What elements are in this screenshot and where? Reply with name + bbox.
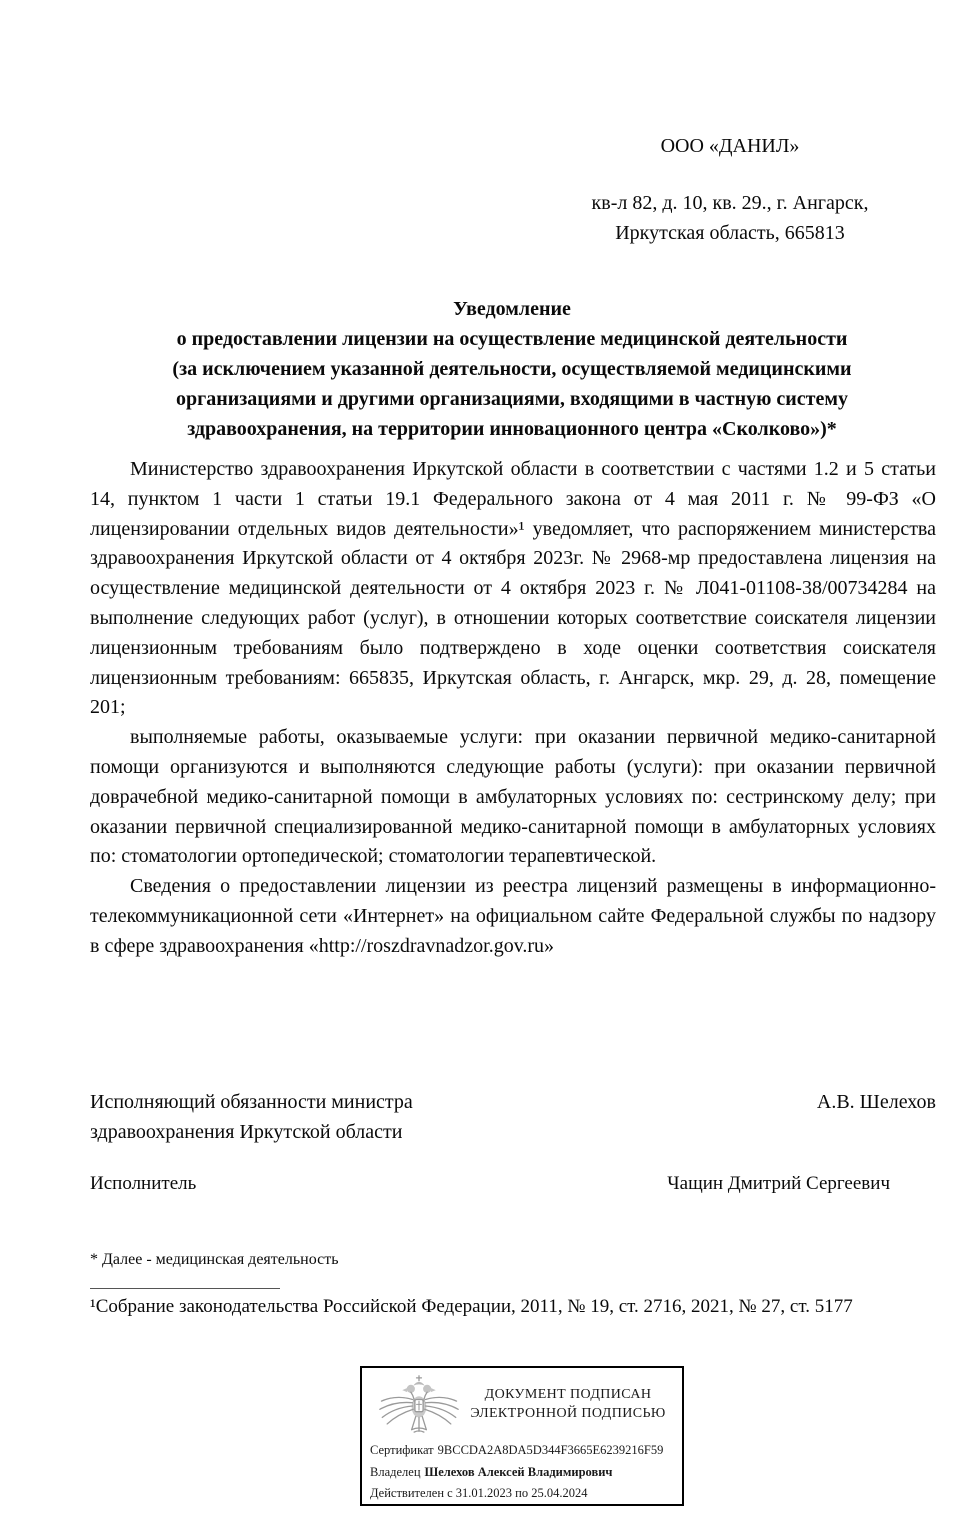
signatory-position-line: Исполняющий обязанности министра [90,1091,413,1113]
title-line: Уведомление [453,298,571,320]
stamp-header [362,1368,682,1437]
addressee-address-line: кв-л 82, д. 10, кв. 29., г. Ангарск, [591,192,869,214]
footnote-reference: ¹Собрание законодательства Российской Федерации, 2011, № 19, ст. 2716, 2021, № 27, ст. 5177 [90,1296,853,1317]
addressee-block [520,131,940,248]
signature-block [90,1087,936,1147]
stamp-info [362,1437,682,1505]
stamp-certificate-row [370,1440,674,1462]
electronic-signature-stamp [360,1366,684,1506]
body-paragraph: Министерство здравоохранения Иркутской области в соответствии с частями 1.2 и 5 статьи 14, пунктом 1 части 1 статьи 19.1 Федерального закона от 4 мая 2011 г. № 99-ФЗ «О лицензировании отдельных видов деятельности»¹ уведомляет, что распоряжением министерства здравоохранения Иркутской области от 4 октября 2023г. № 2968-мр предоставлена лицензия на осуществление медицинской деятельности от 4 октября 2023 г. № Л041-01108-38/00734284 на выполнение следующих работ (услуг), в отношении которых соответствие соискателя лицензии лицензионным требованиям было подтверждено в ходе оценки соответствия соискателя лицензионным требованиям: 665835, Иркутская область, г. Ангарск, мкр. 29, д. 28, помещение 201; [90,458,936,719]
title-line: здравоохранения, на территории инновационного центра «Сколково»)* [187,418,837,440]
eagle-emblem-icon [376,1375,462,1437]
title-line: о предоставлении лицензии на осуществление медицинской деятельности [176,328,848,350]
body-paragraph: Сведения о предоставлении лицензии из реестра лицензий размещены в информационно- телекоммуникационной сети «Интернет» на официальном сайте Федеральной службы по надзору в сфере здравоохранения «http://roszdravnadzor.gov.ru» [90,875,936,957]
title-line: (за исключением указанной деятельности, осуществляемой медицинскими [172,358,852,380]
title-line: организациями и другими организациями, входящими в частную систему [175,388,848,410]
stamp-owner-label: Владелец [370,1464,421,1479]
executor-name: Чащин Дмитрий Сергеевич [667,1173,890,1194]
signatory-name: А.В. Шелехов [816,1091,936,1113]
footnote-asterisk: * Далее - медицинская деятельность [90,1251,339,1268]
signatory-position-line: здравоохранения Иркутской области [90,1121,403,1143]
body-paragraph: выполняемые работы, оказываемые услуги: при оказании первичной медико-санитарной помощи организуются и выполняются следующие работы (услуги): при оказании первичной доврачебной медико-санитарной помощи в амбулаторных условиях по: сестринскому делу; при оказании первичной специализированной медико-санитарной помощи в амбулаторных условиях по: стоматологии ортопедической; стоматологии терапевтической. [90,726,936,868]
stamp-heading-line: ЭЛЕКТРОННОЙ ПОДПИСЬЮ [470,1406,666,1421]
stamp-validity-row: Действителен с 31.01.2023 по 25.04.2024 [370,1486,588,1500]
addressee-name: ООО «ДАНИЛ» [660,135,800,157]
stamp-heading [462,1375,674,1423]
stamp-owner-value: Шелехов Алексей Владимирович [424,1464,613,1479]
stamp-certificate-value: 9BCCDA2A8DA5D344F3665E6239216F59 [437,1443,664,1457]
stamp-certificate-label: Сертификат [370,1443,434,1457]
executor-row [90,1171,936,1197]
signatory-position [90,1087,413,1147]
addressee-address-line: Иркутская область, 665813 [615,222,845,244]
executor-label: Исполнитель [90,1173,197,1194]
footnote-divider [90,1288,280,1289]
stamp-heading-line: ДОКУМЕНТ ПОДПИСАН [484,1387,652,1402]
document-title [88,294,936,444]
document-body [90,455,936,962]
stamp-owner-row [370,1462,674,1484]
